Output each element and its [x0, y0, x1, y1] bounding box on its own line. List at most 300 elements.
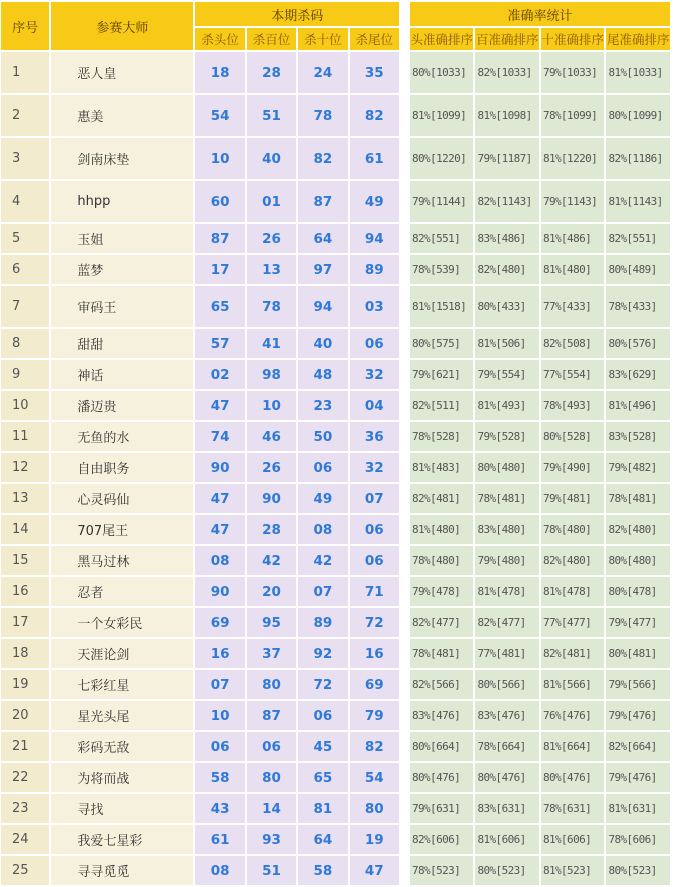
accuracy-stat: 80%[481] [606, 639, 670, 668]
row-index: 20 [1, 701, 49, 730]
accuracy-stat: 81%[496] [606, 391, 670, 420]
row-index: 4 [1, 181, 49, 222]
kill-number: 10 [195, 138, 244, 179]
kill-number: 87 [298, 181, 347, 222]
table-row [1, 422, 670, 451]
accuracy-stat: 81%[480] [410, 515, 473, 544]
header-kill-col: 杀头位 [195, 28, 244, 50]
table-row [1, 763, 670, 792]
accuracy-stat: 80%[575] [410, 329, 473, 358]
accuracy-stat: 80%[1220] [410, 138, 473, 179]
kill-number: 06 [350, 329, 399, 358]
kill-number: 58 [298, 856, 347, 885]
kill-number: 87 [195, 224, 244, 253]
kill-number: 98 [247, 360, 296, 389]
header-kill-group: 本期杀码 [195, 2, 399, 26]
column-gap [401, 422, 408, 451]
kill-number: 61 [195, 825, 244, 854]
column-gap [401, 546, 408, 575]
column-gap [401, 763, 408, 792]
kill-number: 08 [195, 546, 244, 575]
kill-number: 95 [247, 608, 296, 637]
column-gap [401, 52, 408, 93]
master-name: 天涯论剑 [51, 639, 193, 668]
kill-number: 32 [350, 453, 399, 482]
accuracy-stat: 81%[493] [475, 391, 538, 420]
table-body [1, 52, 670, 885]
master-name: 神话 [51, 360, 193, 389]
column-gap [401, 794, 408, 823]
kill-number: 10 [247, 391, 296, 420]
accuracy-stat: 79%[482] [606, 453, 670, 482]
accuracy-stat: 79%[1033] [541, 52, 604, 93]
kill-number: 35 [350, 52, 399, 93]
accuracy-stat: 77%[554] [541, 360, 604, 389]
accuracy-stat: 79%[528] [475, 422, 538, 451]
kill-number: 72 [350, 608, 399, 637]
accuracy-stat: 81%[664] [541, 732, 604, 761]
master-name: 审码王 [51, 286, 193, 327]
kill-number: 80 [350, 794, 399, 823]
accuracy-stat: 81%[606] [541, 825, 604, 854]
column-gap [401, 701, 408, 730]
header-kill-col: 杀尾位 [350, 28, 399, 50]
kill-number: 64 [298, 825, 347, 854]
column-gap [401, 2, 408, 50]
accuracy-stat: 78%[664] [475, 732, 538, 761]
table-row [1, 732, 670, 761]
accuracy-stat: 82%[480] [541, 546, 604, 575]
master-name: 无鱼的水 [51, 422, 193, 451]
accuracy-stat: 80%[478] [606, 577, 670, 606]
column-gap [401, 391, 408, 420]
row-index: 16 [1, 577, 49, 606]
column-gap [401, 286, 408, 327]
row-index: 17 [1, 608, 49, 637]
column-gap [401, 255, 408, 284]
kill-number: 24 [298, 52, 347, 93]
kill-number: 06 [298, 701, 347, 730]
master-name: 寻寻觅觅 [51, 856, 193, 885]
accuracy-stat: 82%[480] [606, 515, 670, 544]
row-index: 18 [1, 639, 49, 668]
kill-number: 93 [247, 825, 296, 854]
accuracy-stat: 80%[476] [541, 763, 604, 792]
kill-number: 46 [247, 422, 296, 451]
column-gap [401, 825, 408, 854]
kill-number: 28 [247, 515, 296, 544]
accuracy-stat: 82%[477] [410, 608, 473, 637]
accuracy-stat: 80%[480] [606, 546, 670, 575]
kill-number: 18 [195, 52, 244, 93]
accuracy-stat: 78%[481] [475, 484, 538, 513]
row-index: 2 [1, 95, 49, 136]
table-row [1, 484, 670, 513]
kill-number: 82 [350, 95, 399, 136]
kill-number: 06 [195, 732, 244, 761]
accuracy-stat: 79%[631] [410, 794, 473, 823]
row-index: 21 [1, 732, 49, 761]
master-name: 潘迈贵 [51, 391, 193, 420]
accuracy-stat: 78%[480] [410, 546, 473, 575]
kill-number: 20 [247, 577, 296, 606]
kill-number: 45 [298, 732, 347, 761]
kill-number: 43 [195, 794, 244, 823]
kill-number: 89 [350, 255, 399, 284]
table-row [1, 453, 670, 482]
kill-number: 13 [247, 255, 296, 284]
accuracy-stat: 78%[523] [410, 856, 473, 885]
kill-number: 36 [350, 422, 399, 451]
accuracy-stat: 79%[1143] [541, 181, 604, 222]
kill-number: 26 [247, 453, 296, 482]
kill-number: 06 [247, 732, 296, 761]
master-name: 剑南床垫 [51, 138, 193, 179]
row-index: 7 [1, 286, 49, 327]
kill-number: 78 [247, 286, 296, 327]
accuracy-stat: 78%[606] [606, 825, 670, 854]
accuracy-stat: 80%[566] [475, 670, 538, 699]
kill-number: 51 [247, 95, 296, 136]
column-gap [401, 670, 408, 699]
header-stat-col: 百准确排序 [475, 28, 538, 50]
table-row [1, 360, 670, 389]
table-row [1, 825, 670, 854]
accuracy-stat: 78%[1099] [541, 95, 604, 136]
kill-number: 69 [195, 608, 244, 637]
header-index: 序号 [1, 2, 49, 50]
master-name: 彩码无敌 [51, 732, 193, 761]
kill-number: 47 [350, 856, 399, 885]
header-stat-col: 十准确排序 [541, 28, 604, 50]
kill-number: 78 [298, 95, 347, 136]
table-row [1, 391, 670, 420]
accuracy-stat: 79%[478] [410, 577, 473, 606]
accuracy-stat: 82%[566] [410, 670, 473, 699]
row-index: 22 [1, 763, 49, 792]
accuracy-stat: 78%[481] [410, 639, 473, 668]
accuracy-stat: 77%[433] [541, 286, 604, 327]
master-name: 自由职务 [51, 453, 193, 482]
accuracy-stat: 81%[483] [410, 453, 473, 482]
row-index: 14 [1, 515, 49, 544]
kill-number: 04 [350, 391, 399, 420]
table-row [1, 515, 670, 544]
kill-number: 57 [195, 329, 244, 358]
accuracy-stat: 79%[566] [606, 670, 670, 699]
row-index: 13 [1, 484, 49, 513]
kill-number: 54 [350, 763, 399, 792]
master-name: 玉姐 [51, 224, 193, 253]
row-index: 1 [1, 52, 49, 93]
accuracy-stat: 81%[631] [606, 794, 670, 823]
accuracy-stat: 83%[476] [410, 701, 473, 730]
kill-number: 32 [350, 360, 399, 389]
kill-number: 01 [247, 181, 296, 222]
accuracy-stat: 80%[476] [475, 763, 538, 792]
column-gap [401, 577, 408, 606]
master-name: hhpp [51, 181, 193, 222]
table-row [1, 577, 670, 606]
kill-number: 51 [247, 856, 296, 885]
row-index: 19 [1, 670, 49, 699]
header-stat-col: 尾准确排序 [606, 28, 670, 50]
accuracy-stat: 78%[528] [410, 422, 473, 451]
kill-number: 06 [350, 546, 399, 575]
kill-number: 16 [350, 639, 399, 668]
kill-number: 07 [298, 577, 347, 606]
kill-number: 06 [298, 453, 347, 482]
row-index: 10 [1, 391, 49, 420]
kill-number: 60 [195, 181, 244, 222]
header-kill-col: 杀百位 [247, 28, 296, 50]
kill-number: 81 [298, 794, 347, 823]
accuracy-stat: 82%[1186] [606, 138, 670, 179]
table-row [1, 701, 670, 730]
accuracy-stat: 82%[511] [410, 391, 473, 420]
master-name: 一个女彩民 [51, 608, 193, 637]
kill-number: 90 [247, 484, 296, 513]
accuracy-stat: 78%[631] [541, 794, 604, 823]
row-index: 6 [1, 255, 49, 284]
accuracy-stat: 79%[1187] [475, 138, 538, 179]
master-name: 寻找 [51, 794, 193, 823]
kill-number: 42 [247, 546, 296, 575]
kill-number: 65 [195, 286, 244, 327]
accuracy-stat: 82%[551] [410, 224, 473, 253]
accuracy-stat: 81%[523] [541, 856, 604, 885]
table-row [1, 639, 670, 668]
kill-number: 82 [298, 138, 347, 179]
master-name: 蓝梦 [51, 255, 193, 284]
header-stat-group: 准确率统计 [410, 2, 670, 26]
column-gap [401, 639, 408, 668]
table-row [1, 181, 670, 222]
accuracy-stat: 82%[664] [606, 732, 670, 761]
kill-number: 82 [350, 732, 399, 761]
table-row [1, 608, 670, 637]
kill-number: 08 [195, 856, 244, 885]
kill-number: 74 [195, 422, 244, 451]
accuracy-stat: 78%[539] [410, 255, 473, 284]
accuracy-stat: 76%[476] [541, 701, 604, 730]
table-row [1, 546, 670, 575]
column-gap [401, 95, 408, 136]
master-name: 甜甜 [51, 329, 193, 358]
accuracy-stat: 81%[478] [541, 577, 604, 606]
header-stat-col: 头准确排序 [410, 28, 473, 50]
kill-number: 49 [298, 484, 347, 513]
kill-number: 97 [298, 255, 347, 284]
row-index: 5 [1, 224, 49, 253]
kill-number: 64 [298, 224, 347, 253]
accuracy-stat: 78%[481] [606, 484, 670, 513]
kill-number: 40 [298, 329, 347, 358]
accuracy-stat: 83%[476] [475, 701, 538, 730]
accuracy-stat: 82%[1033] [475, 52, 538, 93]
accuracy-stat: 82%[551] [606, 224, 670, 253]
accuracy-stat: 83%[629] [606, 360, 670, 389]
column-gap [401, 515, 408, 544]
kill-number: 92 [298, 639, 347, 668]
kill-number: 07 [350, 484, 399, 513]
kill-number: 80 [247, 670, 296, 699]
accuracy-stat: 82%[481] [541, 639, 604, 668]
kill-number: 71 [350, 577, 399, 606]
accuracy-stat: 81%[1518] [410, 286, 473, 327]
row-index: 12 [1, 453, 49, 482]
accuracy-stat: 83%[480] [475, 515, 538, 544]
kill-number: 02 [195, 360, 244, 389]
accuracy-stat: 79%[480] [475, 546, 538, 575]
accuracy-stat: 81%[566] [541, 670, 604, 699]
kill-number: 79 [350, 701, 399, 730]
kill-number: 94 [350, 224, 399, 253]
column-gap [401, 138, 408, 179]
kill-number: 17 [195, 255, 244, 284]
column-gap [401, 224, 408, 253]
accuracy-stat: 79%[477] [606, 608, 670, 637]
kill-number: 90 [195, 453, 244, 482]
row-index: 8 [1, 329, 49, 358]
accuracy-stat: 81%[1143] [606, 181, 670, 222]
accuracy-stat: 81%[1033] [606, 52, 670, 93]
table-row [1, 138, 670, 179]
accuracy-stat: 77%[481] [475, 639, 538, 668]
accuracy-stat: 80%[664] [410, 732, 473, 761]
kill-number: 16 [195, 639, 244, 668]
kill-number: 72 [298, 670, 347, 699]
master-name: 黑马过林 [51, 546, 193, 575]
accuracy-stat: 81%[606] [475, 825, 538, 854]
accuracy-stat: 80%[476] [410, 763, 473, 792]
column-gap [401, 181, 408, 222]
table-row [1, 95, 670, 136]
accuracy-stat: 80%[433] [475, 286, 538, 327]
accuracy-stat: 79%[481] [541, 484, 604, 513]
master-name: 心灵码仙 [51, 484, 193, 513]
master-name: 恶人皇 [51, 52, 193, 93]
kill-number: 89 [298, 608, 347, 637]
row-index: 9 [1, 360, 49, 389]
accuracy-stat: 81%[506] [475, 329, 538, 358]
kill-number: 06 [350, 515, 399, 544]
accuracy-stat: 83%[631] [475, 794, 538, 823]
kill-number: 90 [195, 577, 244, 606]
kill-number: 23 [298, 391, 347, 420]
row-index: 15 [1, 546, 49, 575]
accuracy-stat: 79%[490] [541, 453, 604, 482]
accuracy-stat: 81%[1098] [475, 95, 538, 136]
kill-number: 26 [247, 224, 296, 253]
accuracy-stat: 80%[1099] [606, 95, 670, 136]
kill-number: 41 [247, 329, 296, 358]
row-index: 25 [1, 856, 49, 885]
kill-number: 48 [298, 360, 347, 389]
kill-number: 87 [247, 701, 296, 730]
row-index: 3 [1, 138, 49, 179]
row-index: 11 [1, 422, 49, 451]
column-gap [401, 329, 408, 358]
accuracy-stat: 78%[493] [541, 391, 604, 420]
table-row [1, 224, 670, 253]
accuracy-stat: 79%[476] [606, 701, 670, 730]
master-name: 星光头尾 [51, 701, 193, 730]
kill-number: 69 [350, 670, 399, 699]
master-name: 707尾王 [51, 515, 193, 544]
header-master: 参赛大师 [51, 2, 193, 50]
accuracy-stat: 82%[480] [475, 255, 538, 284]
accuracy-stat: 79%[554] [475, 360, 538, 389]
kill-number: 65 [298, 763, 347, 792]
accuracy-stat: 80%[523] [606, 856, 670, 885]
accuracy-stat: 78%[433] [606, 286, 670, 327]
header-kill-col: 杀十位 [298, 28, 347, 50]
kill-number: 58 [195, 763, 244, 792]
row-index: 23 [1, 794, 49, 823]
accuracy-stat: 81%[478] [475, 577, 538, 606]
accuracy-stat: 83%[486] [475, 224, 538, 253]
accuracy-stat: 80%[480] [475, 453, 538, 482]
kill-number: 54 [195, 95, 244, 136]
column-gap [401, 360, 408, 389]
kill-number: 47 [195, 391, 244, 420]
table-row [1, 52, 670, 93]
accuracy-stat: 82%[606] [410, 825, 473, 854]
table-row [1, 255, 670, 284]
kill-number: 03 [350, 286, 399, 327]
accuracy-stat: 80%[528] [541, 422, 604, 451]
accuracy-stat: 77%[477] [541, 608, 604, 637]
accuracy-stat: 81%[486] [541, 224, 604, 253]
kill-number: 10 [195, 701, 244, 730]
accuracy-stat: 80%[489] [606, 255, 670, 284]
accuracy-stat: 81%[1099] [410, 95, 473, 136]
accuracy-stat: 80%[1033] [410, 52, 473, 93]
table-row [1, 670, 670, 699]
accuracy-stat: 79%[1144] [410, 181, 473, 222]
accuracy-stat: 78%[480] [541, 515, 604, 544]
kill-number: 28 [247, 52, 296, 93]
kill-number: 14 [247, 794, 296, 823]
kill-number: 47 [195, 515, 244, 544]
kill-number: 19 [350, 825, 399, 854]
kill-number: 40 [247, 138, 296, 179]
kill-number: 08 [298, 515, 347, 544]
accuracy-stat: 80%[576] [606, 329, 670, 358]
kill-number: 94 [298, 286, 347, 327]
table-row [1, 329, 670, 358]
kill-number: 47 [195, 484, 244, 513]
kill-number: 42 [298, 546, 347, 575]
master-name: 为将而战 [51, 763, 193, 792]
table-row [1, 794, 670, 823]
master-name: 惠美 [51, 95, 193, 136]
master-name: 我爱七星彩 [51, 825, 193, 854]
accuracy-stat: 80%[523] [475, 856, 538, 885]
table-row [1, 286, 670, 327]
kill-number: 80 [247, 763, 296, 792]
column-gap [401, 484, 408, 513]
kill-number: 61 [350, 138, 399, 179]
accuracy-stat: 81%[480] [541, 255, 604, 284]
kill-number: 07 [195, 670, 244, 699]
accuracy-stat: 79%[476] [606, 763, 670, 792]
accuracy-stat: 83%[528] [606, 422, 670, 451]
column-gap [401, 453, 408, 482]
kill-number: 49 [350, 181, 399, 222]
accuracy-stat: 82%[481] [410, 484, 473, 513]
